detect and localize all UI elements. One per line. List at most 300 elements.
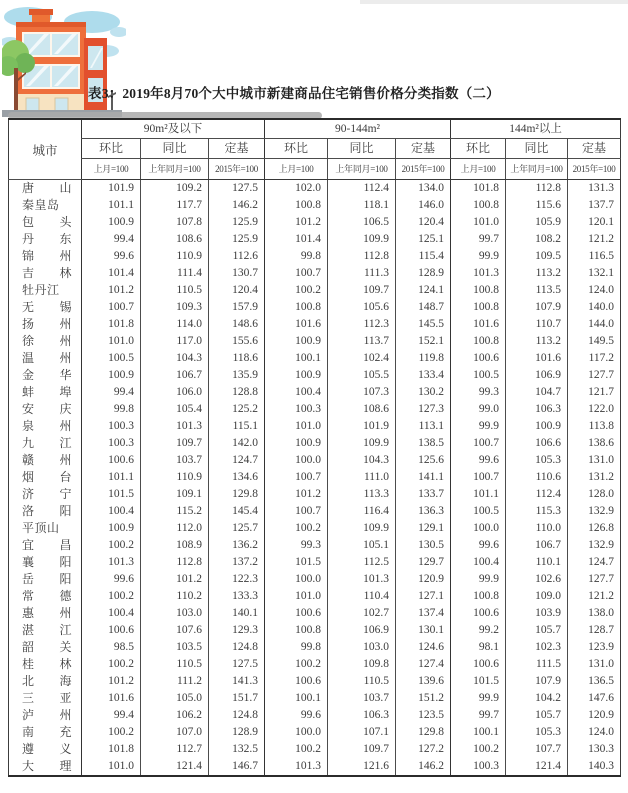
value-cell: 134.6 (209, 469, 265, 486)
table-row (9, 741, 621, 758)
value-cell: 132.9 (568, 537, 621, 554)
value-cell: 135.9 (209, 367, 265, 384)
value-cell: 100.0 (265, 724, 328, 741)
value-cell: 101.3 (82, 554, 141, 571)
value-cell: 137.4 (396, 605, 451, 622)
value-cell: 123.9 (568, 639, 621, 656)
table-row (9, 367, 621, 384)
table-row (9, 571, 621, 588)
value-cell: 108.6 (328, 401, 396, 418)
value-cell: 101.2 (82, 282, 141, 299)
value-cell: 118.1 (328, 197, 396, 214)
header-mom: 环比 (265, 139, 328, 159)
value-cell: 149.5 (568, 333, 621, 350)
value-cell: 132.5 (209, 741, 265, 758)
value-cell: 101.0 (265, 418, 328, 435)
city-cell: 吉 林 (22, 266, 73, 280)
value-cell: 146.0 (396, 197, 451, 214)
header-yoy: 同比 (328, 139, 396, 159)
value-cell: 100.7 (265, 265, 328, 282)
value-cell: 101.8 (451, 180, 506, 198)
city-cell: 泸 州 (22, 708, 73, 722)
value-cell: 121.2 (568, 231, 621, 248)
value-cell: 127.3 (396, 401, 451, 418)
value-cell: 113.8 (568, 418, 621, 435)
value-cell: 113.3 (328, 486, 396, 503)
value-cell: 125.1 (396, 231, 451, 248)
value-cell: 152.1 (396, 333, 451, 350)
value-cell: 100.6 (451, 605, 506, 622)
value-cell: 127.5 (209, 180, 265, 198)
value-cell: 101.3 (265, 758, 328, 776)
value-cell: 133.4 (396, 367, 451, 384)
value-cell: 117.7 (141, 197, 209, 214)
value-cell: 108.2 (506, 231, 568, 248)
value-cell: 137.7 (568, 197, 621, 214)
header-fixed-base: 定基 (568, 139, 621, 159)
building-illustration (2, 2, 126, 120)
value-cell: 101.6 (82, 690, 141, 707)
value-cell: 100.3 (451, 758, 506, 776)
value-cell: 107.9 (506, 673, 568, 690)
value-cell: 134.0 (396, 180, 451, 198)
value-cell: 101.1 (82, 469, 141, 486)
value-cell: 125.9 (209, 214, 265, 231)
value-cell: 100.6 (451, 656, 506, 673)
value-cell: 133.7 (396, 486, 451, 503)
value-cell: 140.0 (568, 299, 621, 316)
value-cell: 107.8 (141, 214, 209, 231)
value-cell: 110.5 (328, 673, 396, 690)
value-cell: 109.7 (141, 435, 209, 452)
value-cell: 112.5 (328, 554, 396, 571)
table-row (9, 622, 621, 639)
value-cell: 100.8 (265, 622, 328, 639)
value-cell: 116.4 (328, 503, 396, 520)
value-cell: 100.0 (265, 571, 328, 588)
value-cell: 111.2 (141, 673, 209, 690)
value-cell: 99.7 (451, 231, 506, 248)
value-cell: 109.3 (141, 299, 209, 316)
value-cell: 115.1 (209, 418, 265, 435)
city-cell: 惠 州 (22, 606, 73, 620)
value-cell: 129.7 (396, 554, 451, 571)
value-cell: 130.7 (209, 265, 265, 282)
value-cell: 100.3 (82, 418, 141, 435)
value-cell: 99.9 (451, 248, 506, 265)
value-cell: 101.3 (328, 571, 396, 588)
value-cell: 110.6 (506, 469, 568, 486)
value-cell: 110.2 (141, 588, 209, 605)
value-cell: 110.9 (141, 248, 209, 265)
value-cell: 105.3 (506, 452, 568, 469)
header-base-2015: 2015年=100 (396, 159, 451, 180)
value-cell: 129.1 (396, 520, 451, 537)
value-cell: 99.6 (265, 707, 328, 724)
city-cell: 襄 阳 (22, 555, 73, 569)
table-header (9, 119, 621, 180)
value-cell: 113.2 (506, 333, 568, 350)
value-cell: 100.7 (451, 435, 506, 452)
value-cell: 100.5 (451, 367, 506, 384)
value-cell: 128.0 (568, 486, 621, 503)
value-cell: 114.0 (141, 316, 209, 333)
city-cell: 扬 州 (22, 317, 73, 331)
table-row (9, 673, 621, 690)
value-cell: 100.8 (265, 197, 328, 214)
scan-edge-strip (360, 0, 628, 4)
value-cell: 107.3 (328, 384, 396, 401)
value-cell: 127.1 (396, 588, 451, 605)
value-cell: 110.1 (506, 554, 568, 571)
value-cell: 100.6 (82, 452, 141, 469)
value-cell: 100.2 (265, 741, 328, 758)
value-cell: 101.3 (451, 265, 506, 282)
value-cell: 131.0 (568, 656, 621, 673)
city-cell: 秦皇岛 (22, 198, 60, 212)
value-cell: 106.5 (328, 214, 396, 231)
value-cell: 104.7 (506, 384, 568, 401)
table-row (9, 418, 621, 435)
header-base-prev-month: 上月=100 (265, 159, 328, 180)
header-base-prev-year: 上年同月=100 (141, 159, 209, 180)
value-cell: 109.7 (328, 282, 396, 299)
value-cell: 101.5 (451, 673, 506, 690)
value-cell: 121.7 (568, 384, 621, 401)
value-cell: 121.4 (141, 758, 209, 776)
value-cell: 110.0 (506, 520, 568, 537)
value-cell: 101.2 (265, 214, 328, 231)
value-cell: 101.0 (82, 333, 141, 350)
city-cell: 济 宁 (22, 487, 73, 501)
value-cell: 127.2 (396, 741, 451, 758)
value-cell: 115.3 (506, 503, 568, 520)
price-index-table (8, 118, 621, 777)
value-cell: 105.5 (328, 367, 396, 384)
value-cell: 100.9 (265, 435, 328, 452)
city-cell: 桂 林 (22, 657, 73, 671)
value-cell: 100.0 (451, 520, 506, 537)
value-cell: 123.5 (396, 707, 451, 724)
city-cell: 无 锡 (22, 300, 73, 314)
value-cell: 99.9 (451, 690, 506, 707)
value-cell: 100.1 (265, 690, 328, 707)
table-row (9, 299, 621, 316)
value-cell: 99.9 (451, 418, 506, 435)
value-cell: 102.3 (506, 639, 568, 656)
value-cell: 140.1 (209, 605, 265, 622)
value-cell: 148.7 (396, 299, 451, 316)
value-cell: 101.0 (82, 758, 141, 776)
value-cell: 121.6 (328, 758, 396, 776)
value-cell: 100.2 (265, 656, 328, 673)
value-cell: 128.7 (568, 622, 621, 639)
value-cell: 103.0 (328, 639, 396, 656)
value-cell: 127.7 (568, 367, 621, 384)
value-cell: 99.6 (82, 248, 141, 265)
value-cell: 100.8 (451, 588, 506, 605)
value-cell: 141.3 (209, 673, 265, 690)
value-cell: 106.3 (328, 707, 396, 724)
city-cell: 温 州 (22, 351, 73, 365)
value-cell: 115.6 (506, 197, 568, 214)
value-cell: 112.6 (209, 248, 265, 265)
value-cell: 125.6 (396, 452, 451, 469)
value-cell: 100.6 (82, 622, 141, 639)
value-cell: 99.6 (451, 537, 506, 554)
value-cell: 111.3 (328, 265, 396, 282)
value-cell: 102.7 (328, 605, 396, 622)
table-row (9, 503, 621, 520)
value-cell: 100.9 (82, 214, 141, 231)
city-cell: 泉 州 (22, 419, 73, 433)
value-cell: 131.0 (568, 452, 621, 469)
value-cell: 104.3 (328, 452, 396, 469)
value-cell: 109.9 (328, 520, 396, 537)
value-cell: 129.8 (209, 486, 265, 503)
value-cell: 99.4 (82, 384, 141, 401)
header-base-prev-month: 上月=100 (82, 159, 141, 180)
value-cell: 101.4 (265, 231, 328, 248)
value-cell: 130.3 (568, 741, 621, 758)
value-cell: 111.5 (506, 656, 568, 673)
value-cell: 113.5 (506, 282, 568, 299)
value-cell: 100.0 (265, 452, 328, 469)
value-cell: 105.9 (506, 214, 568, 231)
city-cell: 烟 台 (22, 470, 73, 484)
city-cell: 九 江 (22, 436, 73, 450)
table-row (9, 707, 621, 724)
value-cell: 107.7 (506, 741, 568, 758)
value-cell: 100.2 (265, 282, 328, 299)
value-cell: 125.7 (209, 520, 265, 537)
value-cell: 120.1 (568, 214, 621, 231)
value-cell: 100.9 (265, 367, 328, 384)
table-row (9, 724, 621, 741)
value-cell: 146.2 (396, 758, 451, 776)
value-cell: 136.5 (568, 673, 621, 690)
value-cell: 112.4 (506, 486, 568, 503)
value-cell: 101.9 (328, 418, 396, 435)
table-row (9, 486, 621, 503)
value-cell: 145.4 (209, 503, 265, 520)
value-cell: 99.9 (451, 571, 506, 588)
value-cell: 100.1 (451, 724, 506, 741)
value-cell: 99.8 (265, 639, 328, 656)
value-cell: 100.7 (82, 299, 141, 316)
value-cell: 122.3 (209, 571, 265, 588)
value-cell: 101.0 (265, 588, 328, 605)
value-cell: 106.9 (328, 622, 396, 639)
value-cell: 145.5 (396, 316, 451, 333)
value-cell: 99.7 (451, 707, 506, 724)
city-cell: 大 理 (22, 759, 73, 773)
value-cell: 120.9 (396, 571, 451, 588)
table-row (9, 214, 621, 231)
table-row (9, 333, 621, 350)
value-cell: 104.3 (141, 350, 209, 367)
value-cell: 100.8 (451, 197, 506, 214)
header-base-2015: 2015年=100 (209, 159, 265, 180)
table-row (9, 588, 621, 605)
value-cell: 101.1 (451, 486, 506, 503)
header-base-2015: 2015年=100 (568, 159, 621, 180)
table-row (9, 554, 621, 571)
value-cell: 112.7 (141, 741, 209, 758)
value-cell: 117.2 (568, 350, 621, 367)
value-cell: 99.8 (82, 401, 141, 418)
value-cell: 130.5 (396, 537, 451, 554)
table-body (9, 180, 621, 777)
value-cell: 101.8 (82, 316, 141, 333)
header-base-prev-year: 上年同月=100 (328, 159, 396, 180)
value-cell: 99.4 (82, 707, 141, 724)
value-cell: 107.6 (141, 622, 209, 639)
city-cell: 金 华 (22, 368, 73, 382)
value-cell: 151.7 (209, 690, 265, 707)
value-cell: 100.6 (265, 605, 328, 622)
table-row (9, 639, 621, 656)
value-cell: 110.5 (141, 656, 209, 673)
value-cell: 138.6 (568, 435, 621, 452)
value-cell: 100.8 (451, 299, 506, 316)
value-cell: 99.8 (265, 248, 328, 265)
value-cell: 107.9 (506, 299, 568, 316)
header-yoy: 同比 (141, 139, 209, 159)
table-row (9, 401, 621, 418)
value-cell: 105.3 (506, 724, 568, 741)
value-cell: 100.8 (265, 299, 328, 316)
value-cell: 102.4 (328, 350, 396, 367)
value-cell: 127.7 (568, 571, 621, 588)
table-row (9, 350, 621, 367)
value-cell: 106.0 (141, 384, 209, 401)
value-cell: 107.1 (328, 724, 396, 741)
value-cell: 106.3 (506, 401, 568, 418)
value-cell: 101.6 (265, 316, 328, 333)
table-row (9, 452, 621, 469)
value-cell: 133.3 (209, 588, 265, 605)
value-cell: 105.7 (506, 622, 568, 639)
value-cell: 103.7 (328, 690, 396, 707)
city-cell: 蚌 埠 (22, 385, 73, 399)
value-cell: 110.5 (141, 282, 209, 299)
value-cell: 118.6 (209, 350, 265, 367)
value-cell: 130.2 (396, 384, 451, 401)
table-row (9, 520, 621, 537)
header-mom: 环比 (82, 139, 141, 159)
table-row (9, 758, 621, 776)
value-cell: 105.7 (506, 707, 568, 724)
value-cell: 112.8 (328, 248, 396, 265)
value-cell: 105.0 (141, 690, 209, 707)
value-cell: 132.9 (568, 503, 621, 520)
value-cell: 100.8 (451, 333, 506, 350)
value-cell: 124.0 (568, 724, 621, 741)
city-cell: 牡丹江 (22, 283, 60, 297)
value-cell: 120.9 (568, 707, 621, 724)
header-city: 城市 (9, 119, 82, 180)
city-cell: 唐 山 (22, 181, 73, 195)
table-row (9, 197, 621, 214)
value-cell: 129.3 (209, 622, 265, 639)
value-cell: 100.7 (265, 469, 328, 486)
value-cell: 132.1 (568, 265, 621, 282)
value-cell: 100.3 (82, 435, 141, 452)
value-cell: 105.6 (328, 299, 396, 316)
value-cell: 101.4 (82, 265, 141, 282)
value-cell: 106.9 (506, 367, 568, 384)
value-cell: 157.9 (209, 299, 265, 316)
value-cell: 100.2 (265, 520, 328, 537)
value-cell: 108.9 (141, 537, 209, 554)
table-row (9, 231, 621, 248)
value-cell: 106.6 (506, 435, 568, 452)
city-cell: 北 海 (22, 674, 73, 688)
value-cell: 100.6 (265, 673, 328, 690)
value-cell: 147.6 (568, 690, 621, 707)
value-cell: 127.5 (209, 656, 265, 673)
value-cell: 101.8 (82, 741, 141, 758)
value-cell: 124.0 (568, 282, 621, 299)
value-cell: 140.3 (568, 758, 621, 776)
value-cell: 109.0 (506, 588, 568, 605)
value-cell: 112.0 (141, 520, 209, 537)
value-cell: 128.8 (209, 384, 265, 401)
value-cell: 124.8 (209, 639, 265, 656)
value-cell: 112.3 (328, 316, 396, 333)
header-fixed-base: 定基 (209, 139, 265, 159)
header-mom: 环比 (451, 139, 506, 159)
value-cell: 119.8 (396, 350, 451, 367)
value-cell: 112.8 (141, 554, 209, 571)
value-cell: 100.5 (82, 350, 141, 367)
value-cell: 100.9 (265, 333, 328, 350)
value-cell: 113.7 (328, 333, 396, 350)
value-cell: 100.7 (265, 503, 328, 520)
value-cell: 124.6 (396, 639, 451, 656)
value-cell: 100.9 (82, 520, 141, 537)
value-cell: 100.2 (451, 741, 506, 758)
value-cell: 106.7 (506, 537, 568, 554)
value-cell: 109.9 (328, 435, 396, 452)
value-cell: 109.7 (328, 741, 396, 758)
value-cell: 102.6 (506, 571, 568, 588)
value-cell: 115.4 (396, 248, 451, 265)
value-cell: 99.3 (265, 537, 328, 554)
value-cell: 120.4 (209, 282, 265, 299)
value-cell: 106.2 (141, 707, 209, 724)
value-cell: 146.7 (209, 758, 265, 776)
value-cell: 148.6 (209, 316, 265, 333)
value-cell: 113.2 (506, 265, 568, 282)
value-cell: 115.2 (141, 503, 209, 520)
value-cell: 124.7 (209, 452, 265, 469)
city-cell: 三 亚 (22, 691, 73, 705)
value-cell: 99.0 (451, 401, 506, 418)
value-cell: 100.1 (265, 350, 328, 367)
value-cell: 99.6 (451, 452, 506, 469)
value-cell: 100.3 (265, 401, 328, 418)
value-cell: 101.1 (82, 197, 141, 214)
city-cell: 赣 州 (22, 453, 73, 467)
value-cell: 124.8 (209, 707, 265, 724)
value-cell: 130.1 (396, 622, 451, 639)
header-yoy: 同比 (506, 139, 568, 159)
value-cell: 102.0 (265, 180, 328, 198)
value-cell: 138.0 (568, 605, 621, 622)
value-cell: 155.6 (209, 333, 265, 350)
